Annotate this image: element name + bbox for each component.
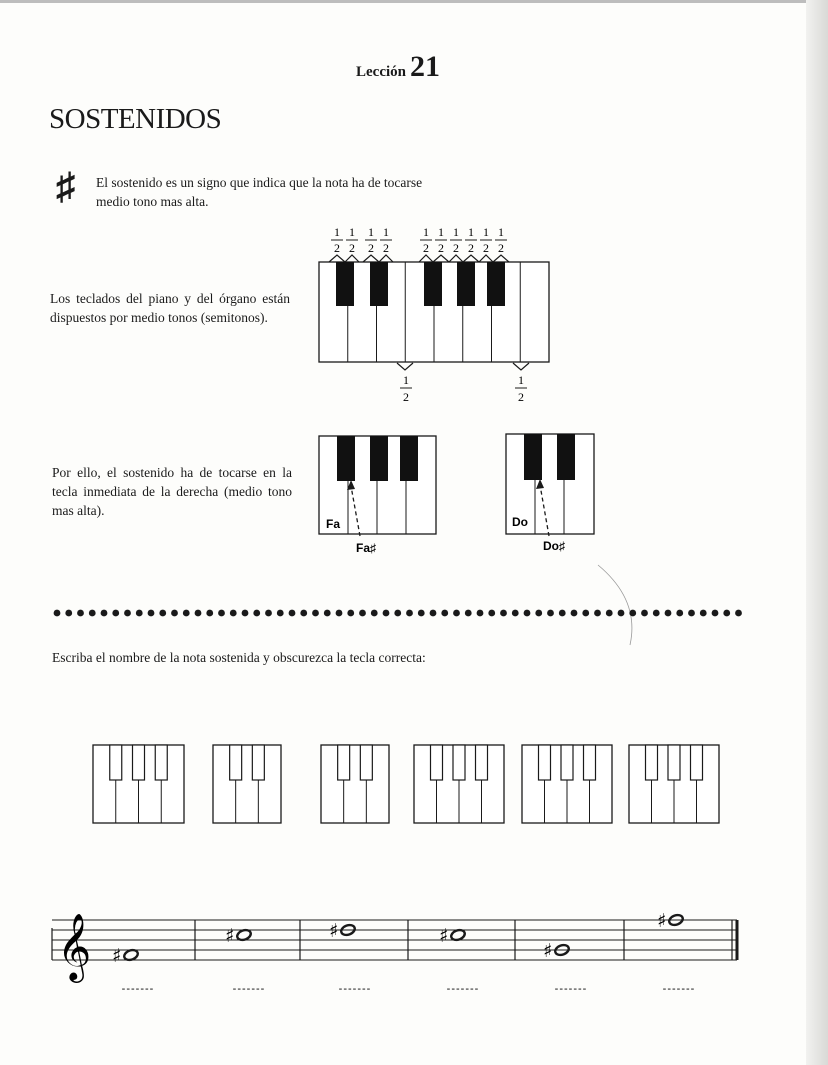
separator-dot [571, 610, 578, 617]
separator-dot [406, 610, 413, 617]
fraction-numerator: 1 [453, 225, 459, 239]
separator-dot [277, 610, 284, 617]
separator-dot [665, 610, 672, 617]
black-key [370, 262, 388, 306]
exercise-black-key[interactable] [155, 745, 167, 780]
exercise-black-key[interactable] [360, 745, 372, 780]
svg-text:1: 1 [518, 373, 524, 387]
exercise-black-key[interactable] [561, 745, 573, 780]
whole-note [543, 940, 570, 962]
semitone-fractions [331, 225, 507, 255]
fa-label: Fa [326, 517, 341, 531]
whole-note [439, 925, 466, 947]
black-key [457, 262, 475, 306]
sharp-sign: ♯ [543, 940, 553, 962]
black-key [336, 262, 354, 306]
exercise-black-key[interactable] [110, 745, 122, 780]
exercise-keyboard[interactable] [522, 745, 612, 823]
bleed-curve [598, 565, 632, 645]
separator-dot [136, 610, 143, 617]
exercise-black-key[interactable] [646, 745, 658, 780]
fraction-numerator: 1 [498, 225, 504, 239]
svg-text:2: 2 [518, 390, 524, 404]
fraction-numerator: 1 [368, 225, 374, 239]
exercise-black-key[interactable] [476, 745, 488, 780]
answer-blank[interactable]: ------- [662, 983, 696, 995]
fraction-numerator: 1 [383, 225, 389, 239]
dotted-separator [54, 610, 742, 617]
separator-dot [700, 610, 707, 617]
bottom-fraction-left [400, 373, 412, 404]
svg-text:1: 1 [403, 373, 409, 387]
whole-note [657, 910, 684, 932]
separator-dot [618, 610, 625, 617]
fraction-numerator: 1 [334, 225, 340, 239]
separator-dot [465, 610, 472, 617]
exercise-keyboard[interactable] [321, 745, 389, 823]
exercise-black-key[interactable] [338, 745, 350, 780]
answer-blank[interactable]: ------- [554, 983, 588, 995]
exercise-keyboard[interactable] [93, 745, 184, 823]
separator-dot [101, 610, 108, 617]
do-sharp-label: Do♯ [543, 539, 565, 553]
separator-dot [676, 610, 683, 617]
exercise-black-key[interactable] [453, 745, 465, 780]
treble-clef-icon: 𝄞 [57, 912, 92, 980]
staff-lines [52, 920, 737, 960]
separator-dot [723, 610, 730, 617]
separator-dot [312, 610, 319, 617]
piano-keyboard-diagram [319, 255, 549, 404]
separator-dot [148, 610, 155, 617]
whole-note [225, 925, 252, 947]
separator-dot [641, 610, 648, 617]
separator-dot [488, 610, 495, 617]
fraction-denominator: 2 [349, 241, 355, 255]
separator-dot [171, 610, 178, 617]
answer-blanks [122, 983, 696, 995]
separator-dot [441, 610, 448, 617]
separator-dot [559, 610, 566, 617]
separator-dot [195, 610, 202, 617]
separator-dot [477, 610, 484, 617]
sharp-icon: ♯ [56, 166, 75, 208]
fraction-denominator: 2 [498, 241, 504, 255]
music-staff [52, 910, 737, 995]
fraction-denominator: 2 [438, 241, 444, 255]
exercise-black-key[interactable] [252, 745, 264, 780]
staff-notes [112, 910, 684, 967]
fraction-denominator: 2 [453, 241, 459, 255]
fa-sharp-label: Fa♯ [356, 541, 377, 555]
exercise-black-key[interactable] [230, 745, 242, 780]
separator-dot [242, 610, 249, 617]
exercise-black-key[interactable] [133, 745, 145, 780]
separator-dot [77, 610, 84, 617]
black-key [424, 262, 442, 306]
separator-dot [512, 610, 519, 617]
separator-dot [265, 610, 272, 617]
exercise-black-key[interactable] [584, 745, 596, 780]
separator-dot [453, 610, 460, 617]
separator-dot [112, 610, 119, 617]
separator-dot [336, 610, 343, 617]
exercise-black-key[interactable] [431, 745, 443, 780]
lesson-number: 21 [410, 50, 440, 83]
separator-dot [206, 610, 213, 617]
separator-dot [324, 610, 331, 617]
sharp-sign: ♯ [225, 925, 235, 947]
exercise-keyboards [93, 745, 719, 823]
separator-dot [547, 610, 554, 617]
fraction-denominator: 2 [423, 241, 429, 255]
exercise-keyboard[interactable] [629, 745, 719, 823]
fraction-denominator: 2 [383, 241, 389, 255]
sharp-sign: ♯ [439, 925, 449, 947]
separator-dot [653, 610, 660, 617]
sharp-sign: ♯ [112, 945, 122, 967]
lesson-word: Lección [356, 64, 406, 80]
fraction-numerator: 1 [468, 225, 474, 239]
separator-dot [54, 610, 61, 617]
fraction-numerator: 1 [349, 225, 355, 239]
do-sharp-example [506, 434, 594, 553]
answer-blank[interactable]: ------- [338, 983, 372, 995]
do-label: Do [512, 515, 528, 529]
fraction-numerator: 1 [483, 225, 489, 239]
svg-text:2: 2 [403, 390, 409, 404]
exercise-black-key[interactable] [668, 745, 680, 780]
fraction-denominator: 2 [483, 241, 489, 255]
separator-dot [253, 610, 260, 617]
separator-dot [735, 610, 742, 617]
exercise-instruction: Escriba el nombre de la nota sostenida y obscurezca la tecla correcta: [52, 650, 426, 665]
fraction-denominator: 2 [368, 241, 374, 255]
intro-paragraph: El sostenido es un signo que indica que la nota ha de tocarse medio tono mas alta. [96, 175, 423, 209]
separator-dot [65, 610, 72, 617]
exercise-keyboard[interactable] [213, 745, 281, 823]
page-title: SOSTENIDOS [49, 103, 222, 135]
bottom-fraction-right [515, 373, 527, 404]
fa-sharp-example [319, 436, 436, 555]
separator-dot [535, 610, 542, 617]
answer-blank[interactable]: ------- [232, 983, 266, 995]
separator-dot [500, 610, 507, 617]
separator-dot [300, 610, 307, 617]
separator-dot [594, 610, 601, 617]
answer-blank[interactable]: ------- [446, 983, 480, 995]
separator-dot [629, 610, 636, 617]
sharp-sign: ♯ [657, 910, 667, 932]
separator-dot [430, 610, 437, 617]
separator-dot [159, 610, 166, 617]
exercise-black-key[interactable] [539, 745, 551, 780]
fraction-numerator: 1 [438, 225, 444, 239]
black-key [487, 262, 505, 306]
whole-note [329, 920, 356, 942]
separator-dot [89, 610, 96, 617]
fraction-denominator: 2 [334, 241, 340, 255]
separator-dot [218, 610, 225, 617]
separator-dot [688, 610, 695, 617]
fraction-numerator: 1 [423, 225, 429, 239]
separator-dot [606, 610, 613, 617]
separator-dot [371, 610, 378, 617]
answer-blank[interactable]: ------- [121, 983, 155, 995]
separator-dot [582, 610, 589, 617]
separator-dot [524, 610, 531, 617]
exercise-black-key[interactable] [691, 745, 703, 780]
separator-dot [183, 610, 190, 617]
separator-dot [124, 610, 131, 617]
whole-note [112, 945, 139, 967]
separator-dot [394, 610, 401, 617]
sharp-paragraph: Por ello, el sostenido ha de tocarse en la tecla inmediata de la derecha (medio tono mas alta). [52, 465, 292, 518]
separator-dot [418, 610, 425, 617]
sharp-sign: ♯ [329, 920, 339, 942]
separator-dot [230, 610, 237, 617]
exercise-keyboard[interactable] [414, 745, 504, 823]
separator-dot [289, 610, 296, 617]
separator-dot [383, 610, 390, 617]
separator-dot [359, 610, 366, 617]
fraction-denominator: 2 [468, 241, 474, 255]
keyboard-paragraph: Los teclados del piano y del órgano están dispuestos por medio tonos (semitonos). [50, 291, 290, 325]
separator-dot [347, 610, 354, 617]
separator-dot [712, 610, 719, 617]
